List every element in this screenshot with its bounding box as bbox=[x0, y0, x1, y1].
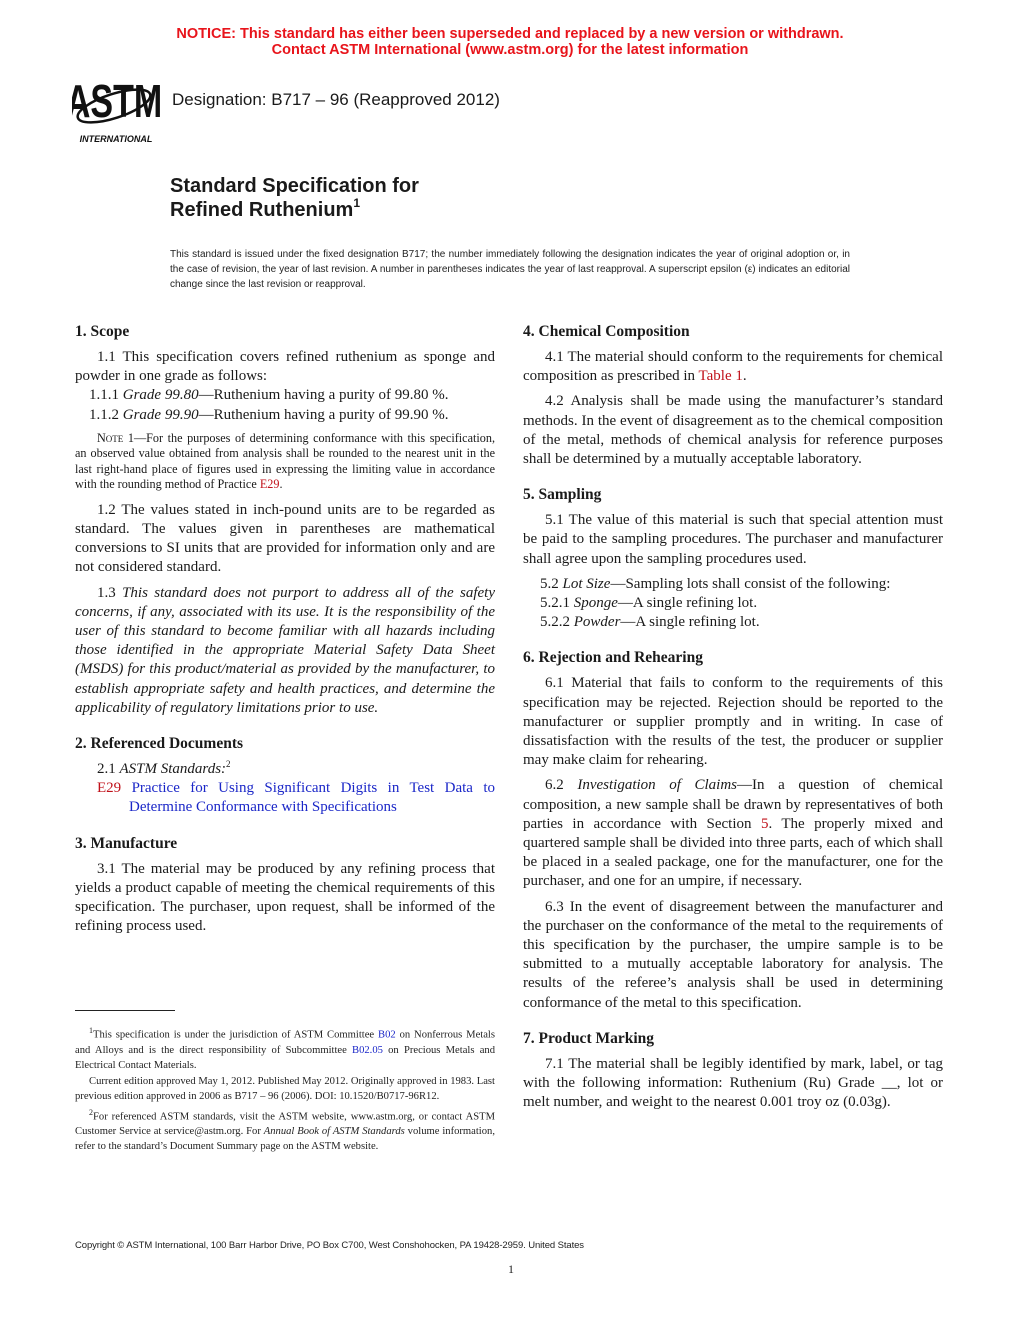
paragraph-6-3: 6.3 In the event of disagreement between the manufacturer and the purchaser on the conformance of the metal to the requirements of this specification by the purchaser, the umpire sample is to be submitted to a mutually acceptable laboratory for analysis. The results of the referee’s analysis shall be used in determining conformance of the metal to this specification. bbox=[523, 898, 943, 1011]
astm-logo bbox=[72, 74, 162, 146]
section-chemical-composition bbox=[523, 322, 943, 469]
paragraph-4-2: 4.2 Analysis shall be made using the manufacturer’s standard methods. In the event of disagreement as to the chemical composition of the metal, methods of chemical analysis for reference purposes shall be determined by a mutually acceptable laboratory. bbox=[523, 393, 943, 468]
supersede-notice bbox=[0, 26, 1020, 58]
section-heading: 4. Chemical Composition bbox=[523, 323, 690, 340]
paragraph-6-1: 6.1 Material that fails to conform to the requirements of this specification may be rejected. Rejection should be reported to the manufacturer or supplier promptly and in writing. In case of dissatisfaction with the results of the test, the producer or supplier may make claim for rehearing. bbox=[523, 675, 943, 769]
left-column bbox=[75, 322, 495, 952]
svg-text:ASTM: ASTM bbox=[72, 75, 162, 128]
section-heading: 2. Referenced Documents bbox=[75, 735, 244, 753]
section-heading: 3. Manufacture bbox=[75, 834, 178, 852]
title-footnote-mark: 1 bbox=[353, 196, 361, 210]
section-product-marking bbox=[523, 1029, 943, 1113]
paragraph-1-1-1: 1.1.1 Grade 99.80—Ruthenium having a purity of 99.80 %. bbox=[89, 387, 449, 404]
section-sampling bbox=[523, 485, 943, 632]
footnote-1: $^1$This specification is under the jurisdiction of ASTM Committee B02 on Nonferrous Metals and Alloys and is the direct responsibility of Subcommittee B02.05 on Precious Metals and Electrical Contact Materials. bbox=[75, 1026, 495, 1071]
link-b02-05[interactable]: B02.05 bbox=[352, 1044, 383, 1056]
paragraph-3-1: 3.1 The material may be produced by any refining process that yields a product capable of meeting the chemical requirements of this specification. The purchaser, upon request, shall be informed of the refining process used. bbox=[75, 860, 495, 935]
section-heading: 7. Product Marking bbox=[523, 1029, 655, 1047]
link-b02[interactable]: B02 bbox=[378, 1029, 396, 1041]
issued-note: This standard is issued under the fixed designation B717; the number immediately following the designation indicates the year of original adoption or, in the case of revision, the year of last revision. A number in parentheses indicates the year of last reapproval. A superscript epsilon (ε) indicates an editorial change since the last revision or reapproval. bbox=[170, 249, 850, 290]
paragraph-1-3: 1.3 This standard does not purport to address all of the safety concerns, if any, associated with its use. It is the responsibility of the user of this standard to become familiar with all hazards including those identified in the appropriate Material Safety Data Sheet (MSDS) for this product/material as provided by the manufacturer, to establish appropriate safety and health practices, and determine the applicability of regulatory limitations prior to use. bbox=[75, 584, 496, 716]
paragraph-5-2-2: 5.2.2 Powder—A single refining lot. bbox=[540, 614, 760, 631]
footnote-rule bbox=[75, 1010, 175, 1011]
footnotes bbox=[75, 1010, 495, 1155]
paragraph-1-2: 1.2 The values stated in inch-pound units are to be regarded as standard. The values given in parentheses are mathematical conversions to SI units that are provided for information only and are not considered standard. bbox=[75, 501, 495, 576]
section-heading: 5. Sampling bbox=[523, 486, 602, 504]
note-1: Note 1—For the purposes of determining conformance with this specification, an observed value obtained from analysis shall be rounded to the nearest unit in the last right-hand place of figures used in expressing the limiting value in accordance with the rounding method of Practice E29. bbox=[75, 430, 496, 492]
paragraph-2-1: 2.1 ASTM Standards:$^2$ bbox=[97, 759, 231, 778]
link-section-5[interactable]: 5 bbox=[760, 815, 769, 832]
copyright: Copyright © ASTM International, 100 Barr Harbor Drive, PO Box C700, West Conshohocken, PA 19428-2959. United States bbox=[75, 1240, 584, 1251]
section-heading: 6. Rejection and Rehearing bbox=[523, 649, 703, 667]
page-number: 1 bbox=[508, 1262, 514, 1276]
paragraph-1-1-2: 1.1.2 Grade 99.90—Ruthenium having a purity of 99.90 %. bbox=[89, 406, 449, 423]
notice-line-1: NOTICE: This standard has either been superseded and replaced by a new version or withdrawn. bbox=[176, 26, 844, 42]
right-column bbox=[523, 322, 943, 1129]
paragraph-4-1: 4.1 The material should conform to the requirements for chemical composition as prescribed in Table 1. bbox=[523, 349, 943, 385]
paragraph-5-2-1: 5.2.1 Sponge—A single refining lot. bbox=[540, 595, 758, 612]
link-e29[interactable]: E29 bbox=[259, 477, 280, 492]
paragraph-7-1: 7.1 The material shall be legibly identified by mark, label, or tag with the following information: Ruthenium (Ru) Grade __, lot or melt number, and weight to the nearest 0.001 troy oz (0.03g). bbox=[523, 1055, 943, 1111]
reference-e29[interactable] bbox=[97, 779, 495, 817]
document-title bbox=[170, 174, 419, 222]
section-heading: 1. Scope bbox=[75, 323, 130, 340]
paragraph-5-1: 5.1 The value of this material is such that special attention must be paid to the sampling procedures. The purchaser and manufacturer shall agree upon the sampling procedures used. bbox=[523, 512, 943, 567]
astm-logo-icon bbox=[72, 74, 162, 146]
ref-code[interactable]: E29 bbox=[97, 780, 122, 797]
footnote-2: $^2$For referenced ASTM standards, visit the ASTM website, www.astm.org, or contact ASTM Customer Service at service@astm.org. For Annual Book of ASTM Standards volume information, refer to the standard’s Document Summary page on the ASTM website. bbox=[75, 1107, 495, 1153]
footnote-1-edition: Current edition approved May 1, 2012. Published May 2012. Originally approved in 1983. Last previous edition approved in 2006 as B717 – 96 (2006). DOI: 10.1520/B0717-96R12. bbox=[75, 1075, 495, 1102]
paragraph-6-2: 6.2 Investigation of Claims—In a question of chemical composition, a new sample shall be drawn by representatives of both parties in accordance with Section 5. The properly mixed and quartered sample shall be divided into three parts, each of which shall be placed in a sealed package, one for the manufacturer, one for the purchaser, and one for an umpire, if necessary. bbox=[523, 777, 943, 890]
title-line-1: Standard Specification for bbox=[170, 175, 419, 197]
paragraph-1-1: 1.1 This specification covers refined ruthenium as sponge and powder in one grade as follows: bbox=[75, 349, 495, 385]
section-scope bbox=[75, 322, 495, 718]
section-rejection-rehearing bbox=[523, 648, 943, 1012]
section-manufacture bbox=[75, 834, 495, 937]
link-table-1[interactable]: Table 1 bbox=[698, 368, 743, 385]
title-line-2: Refined Ruthenium$^1$ bbox=[170, 196, 361, 221]
designation: Designation: B717 – 96 (Reapproved 2012) bbox=[172, 90, 500, 109]
svg-text:INTERNATIONAL: INTERNATIONAL bbox=[79, 134, 153, 144]
ref-title[interactable]: Practice for Using Significant Digits in Test Data to Determine Conformance with Specifications bbox=[121, 780, 495, 816]
notice-line-2: Contact ASTM International (www.astm.org) for the latest information bbox=[271, 42, 749, 58]
paragraph-5-2: 5.2 Lot Size—Sampling lots shall consist of the following: bbox=[540, 575, 891, 592]
section-referenced-documents bbox=[75, 734, 495, 818]
